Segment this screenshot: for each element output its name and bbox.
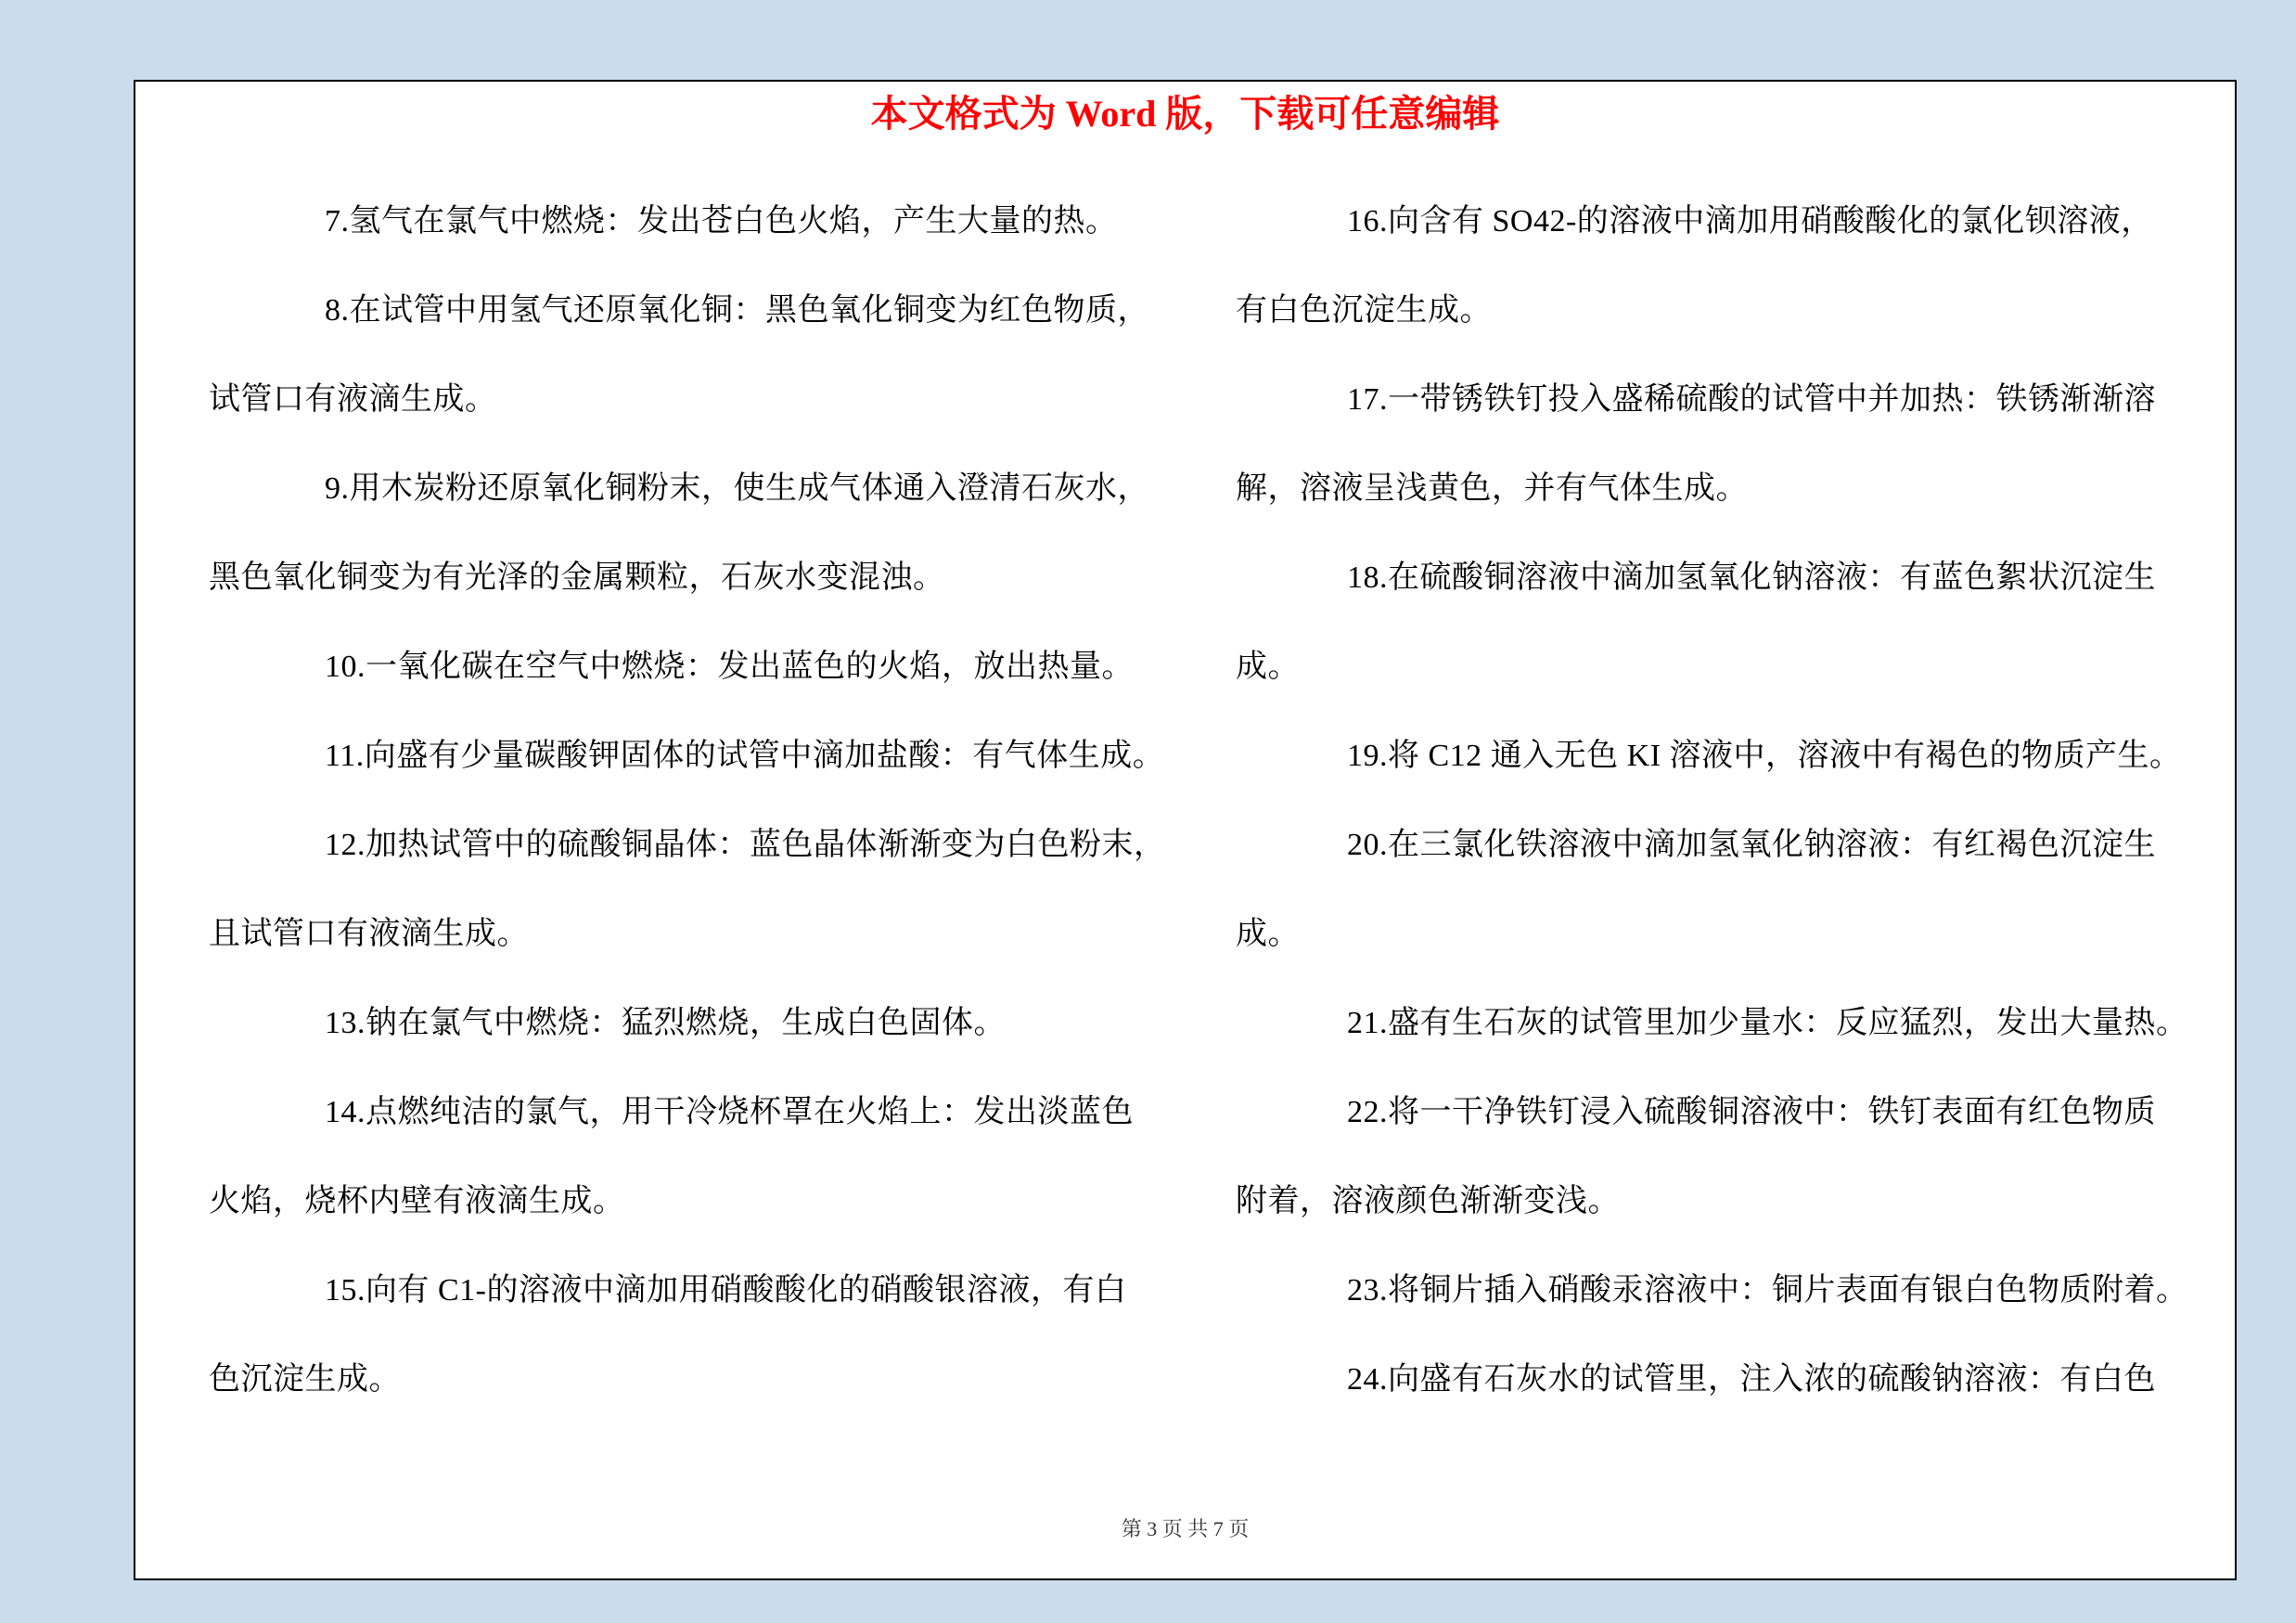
text-line: 有白色沉淀生成。 (1236, 293, 1492, 328)
text-line: 10.一氧化碳在空气中燃烧：发出蓝色的火焰，放出热量。 (325, 650, 1134, 684)
word-document-page (134, 80, 2237, 1580)
text-line: 8.在试管中用氢气还原氧化铜：黑色氧化铜变为红色物质， (325, 293, 1149, 328)
text-line: 7.氢气在氯气中燃烧：发出苍白色火焰，产生大量的热。 (325, 204, 1118, 238)
text-line: 15.向有 C1-的溶液中滴加用硝酸酸化的硝酸银溶液，有白 (325, 1273, 1127, 1307)
text-line: 试管口有液滴生成。 (209, 382, 497, 417)
document-header-notice: 本文格式为 Word 版，下载可任意编辑 (870, 93, 1500, 135)
text-line: 火焰，烧杯内壁有液滴生成。 (209, 1184, 625, 1218)
text-line: 色沉淀生成。 (209, 1362, 401, 1397)
text-line: 16.向含有 SO42-的溶液中滴加用硝酸酸化的氯化钡溶液， (1347, 204, 2153, 238)
text-line: 22.将一干净铁钉浸入硫酸铜溶液中：铁钉表面有红色物质 (1347, 1095, 2156, 1129)
text-line: 成。 (1236, 917, 1300, 951)
text-line: 9.用木炭粉还原氧化铜粉末，使生成气体通入澄清石灰水， (325, 471, 1149, 506)
text-line: 21.盛有生石灰的试管里加少量水：反应猛烈，发出大量热。 (1347, 1006, 2188, 1040)
text-line: 附着，溶液颜色渐渐变浅。 (1236, 1184, 1620, 1218)
text-line: 成。 (1236, 650, 1300, 684)
text-line: 黑色氧化铜变为有光泽的金属颗粒，石灰水变混浊。 (209, 560, 945, 595)
text-line: 且试管口有液滴生成。 (209, 917, 529, 951)
text-line: 13.钠在氯气中燃烧：猛烈燃烧，生成白色固体。 (325, 1006, 1006, 1040)
text-line: 解，溶液呈浅黄色，并有气体生成。 (1236, 471, 1748, 506)
text-line: 12.加热试管中的硫酸铜晶体：蓝色晶体渐渐变为白色粉末， (325, 828, 1166, 862)
text-line: 23.将铜片插入硝酸汞溶液中：铜片表面有银白色物质附着。 (1347, 1273, 2188, 1307)
text-line: 14.点燃纯洁的氯气，用干冷烧杯罩在火焰上：发出淡蓝色 (325, 1095, 1134, 1129)
text-line: 20.在三氯化铁溶液中滴加氢氧化钠溶液：有红褐色沉淀生 (1347, 828, 2156, 862)
page-number-footer: 第 3 页 共 7 页 (1121, 1517, 1250, 1540)
text-line: 17.一带锈铁钉投入盛稀硫酸的试管中并加热：铁锈渐渐溶 (1347, 382, 2156, 417)
text-line: 11.向盛有少量碳酸钾固体的试管中滴加盐酸：有气体生成。 (325, 739, 1165, 773)
text-line: 19.将 C12 通入无色 KI 溶液中，溶液中有褐色的物质产生。 (1347, 739, 2182, 773)
text-line: 24.向盛有石灰水的试管里，注入浓的硫酸钠溶液：有白色 (1347, 1362, 2156, 1397)
text-line: 18.在硫酸铜溶液中滴加氢氧化钠溶液：有蓝色絮状沉淀生 (1347, 560, 2156, 595)
